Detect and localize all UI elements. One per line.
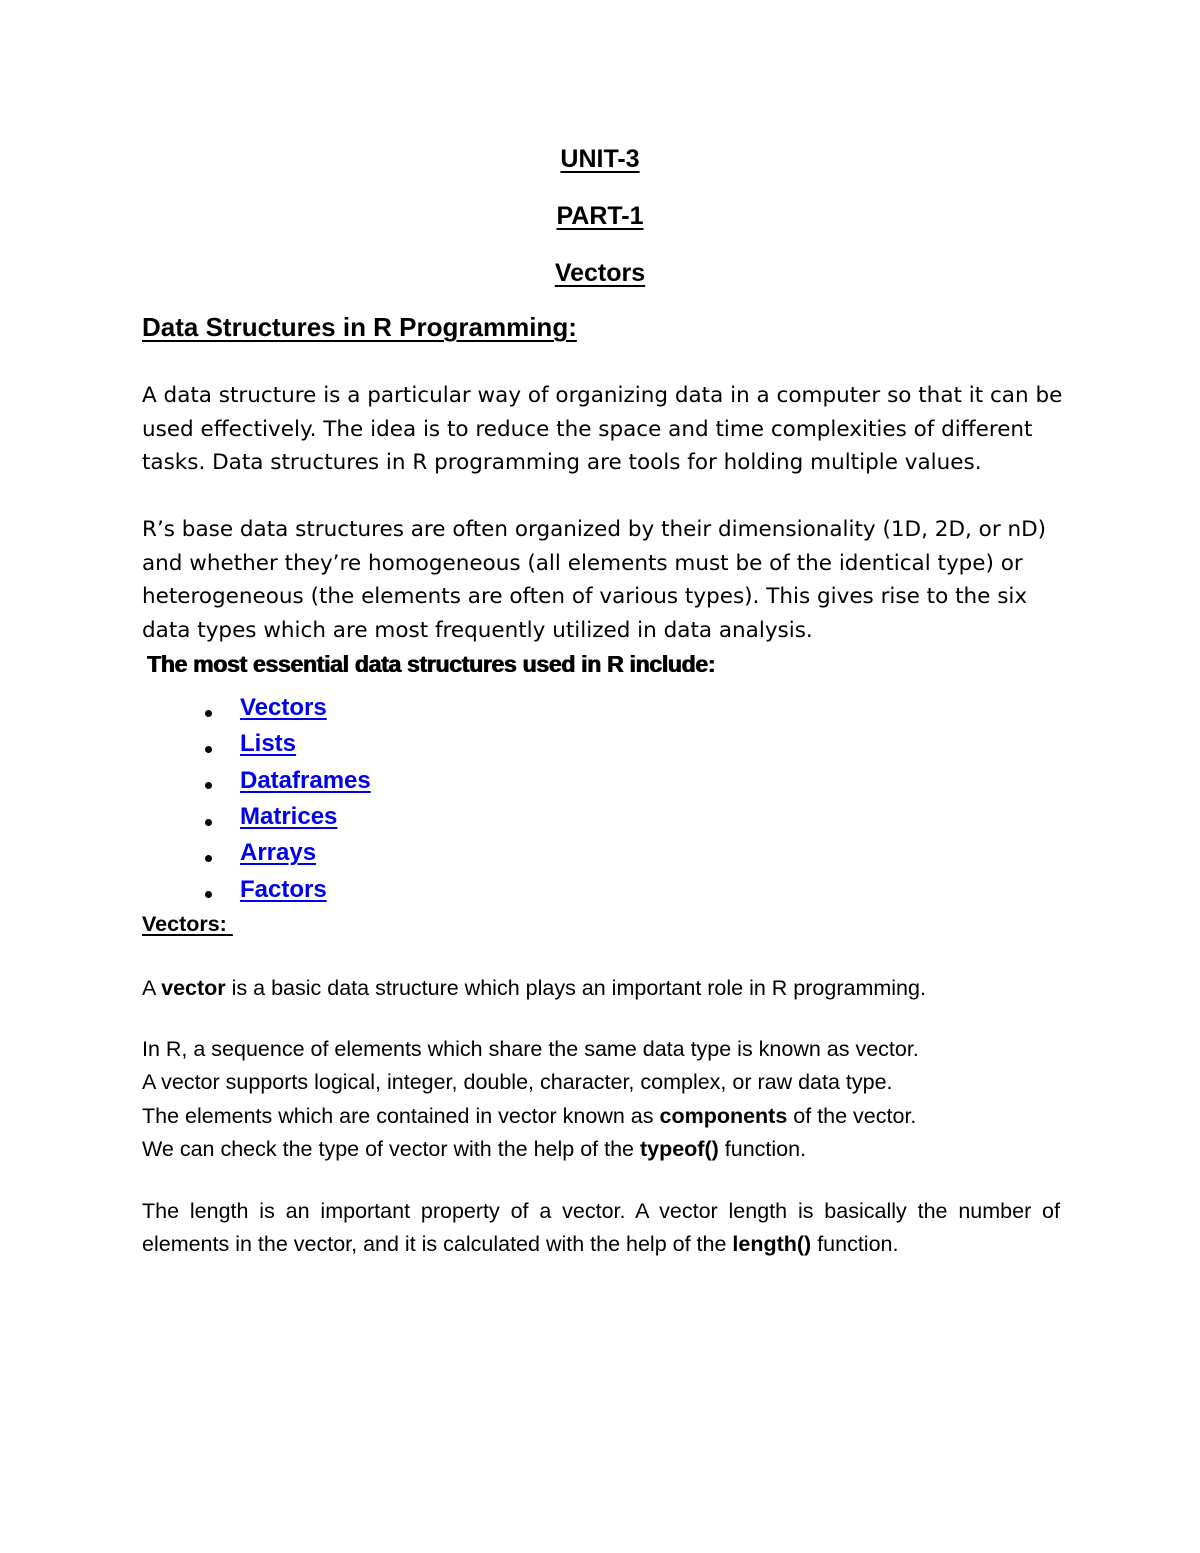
vector-def-bold: vector [161,976,226,1000]
vector-desc-line3-post: of the vector. [787,1103,917,1128]
link-dataframes[interactable]: Dataframes [240,766,371,794]
intro-paragraph: A data structure is a particular way of organizing data in a computer so that it can be used effectively. The idea is to reduce the space and time complexities of different tasks. Data structures in R programming are tools for holding multiple values. [142,383,1063,476]
bullet-icon [205,710,212,717]
section-heading: Data Structures in R Programming: [142,312,577,342]
list-item [205,763,371,799]
bullet-icon [205,746,212,753]
vector-desc-components: components [659,1103,788,1128]
list-item [205,799,371,835]
vector-length-bold: length() [732,1232,812,1257]
dimensionality-paragraph: R’s base data structures are often organized by their dimensionality (1D, 2D, or nD) and whether they’re homogeneous (all elements must be of the identical type) or heterogeneous (the elements are often of various types). This gives rise to the six data types which are most frequently utilized in data analysis. [142,517,1047,643]
vector-desc-line1: In R, a sequence of elements which share the same data type is known as vector. [142,1037,919,1061]
vector-def-post: is a basic data structure which plays an important role in R programming. [225,976,926,1000]
link-vectors[interactable]: Vectors [240,694,327,722]
list-item [205,871,371,907]
vector-length-post: function. [811,1232,899,1257]
vector-desc-line3-pre: The elements which are contained in vector known as [142,1103,660,1128]
vector-length-pre: The length is an important property of a vector. A vector length is basically the number of elements in the vector, and it is calculated with the help of the [142,1199,1060,1257]
link-matrices[interactable]: Matrices [240,803,338,831]
part-title: PART-1 [556,202,644,230]
list-item [205,690,371,726]
vector-definition [142,972,1060,1005]
vector-def-pre: A [142,976,162,1000]
bullet-icon [205,855,212,862]
vectors-subheading [142,912,233,937]
link-arrays[interactable]: Arrays [240,839,317,867]
vector-length-paragraph [142,1195,1060,1262]
link-factors[interactable]: Factors [240,875,327,903]
vector-desc-line4-pre: We can check the type of vector with the help of the [142,1136,640,1161]
data-structures-list [205,690,371,908]
link-lists[interactable]: Lists [240,730,297,758]
bullet-icon [205,819,212,826]
topic-title: Vectors [554,259,646,287]
list-item [205,726,371,762]
essential-structures-heading: The most essential data structures used in R include: [147,651,716,677]
vector-desc-line2: A vector supports logical, integer, double, character, complex, or raw data type. [142,1070,893,1095]
list-item [205,835,371,871]
unit-title: UNIT-3 [560,145,640,173]
vector-desc-typeof: typeof() [639,1136,719,1161]
vector-desc-line4-post: function. [718,1136,807,1161]
vectors-subheading-text: Vectors: [142,912,227,936]
bullet-icon [205,891,212,898]
vector-description [142,1033,1060,1166]
bullet-icon [205,782,212,789]
